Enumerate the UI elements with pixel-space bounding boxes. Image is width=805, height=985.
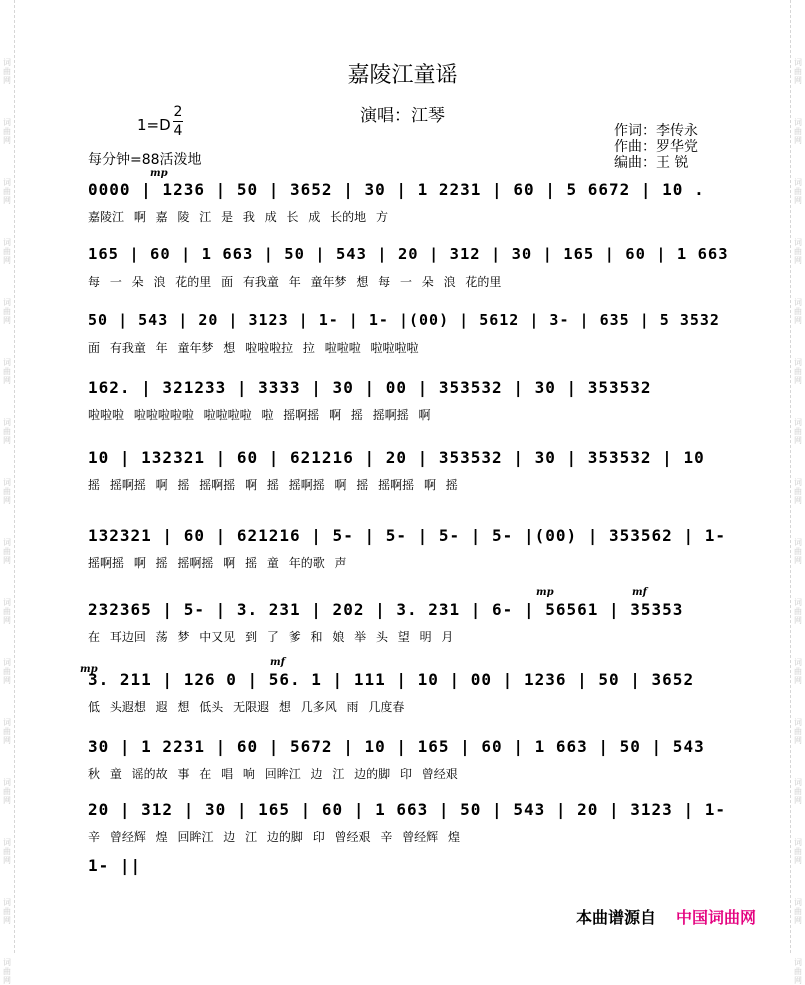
watermark-text: 词 曲 网	[794, 958, 802, 985]
watermark-text: 词 曲 网	[3, 718, 11, 745]
score-notes-line: 50 | 543 | 20 | 3123 | 1- | 1- |(00) | 5612 | 3- | 635 | 5 3532	[88, 311, 720, 329]
dynamic-marking: mp	[80, 664, 98, 675]
time-signature-bottom: 4	[173, 123, 183, 139]
watermark-text: 词 曲 网	[794, 118, 802, 145]
score-lyrics-line: 摇 摇啊摇 啊 摇 摇啊摇 啊 摇 摇啊摇 啊 摇 摇啊摇 啊 摇	[88, 478, 458, 492]
score-lyrics-line: 在 耳边回 荡 梦 中又见 到 了 爹 和 娘 举 头 望 明 月	[88, 630, 454, 644]
score-notes-line: 0000 | 1236 | 50 | 3652 | 30 | 1 2231 | 60 | 5 6672 | 10 .	[88, 180, 705, 199]
score-notes-line: 3. 211 | 126 0 | 56. 1 | 111 | 10 | 00 | 1236 | 50 | 3652	[88, 670, 695, 689]
score-lyrics-line: 啦啦啦 啦啦啦啦啦 啦啦啦啦 啦 摇啊摇 啊 摇 摇啊摇 啊	[88, 408, 431, 422]
watermark-text: 词 曲 网	[794, 58, 802, 85]
watermark-text: 词 曲 网	[3, 898, 11, 925]
footer-brand: 中国词曲网	[676, 908, 757, 927]
watermark-text: 词 曲 网	[3, 58, 11, 85]
watermark-text: 词 曲 网	[3, 658, 11, 685]
watermark-text: 词 曲 网	[3, 778, 11, 805]
score-lyrics-line: 面 有我童 年 童年梦 想 啦啦啦拉 拉 啦啦啦 啦啦啦啦	[88, 341, 419, 355]
score-notes-line: 20 | 312 | 30 | 165 | 60 | 1 663 | 50 | 543 | 20 | 3123 | 1-	[88, 800, 726, 819]
time-signature	[173, 104, 183, 139]
watermark-text: 词 曲 网	[3, 958, 11, 985]
footer	[576, 905, 756, 928]
score-notes-line: 1- ||	[88, 856, 142, 875]
watermark-text: 词 曲 网	[794, 538, 802, 565]
score-notes-line: 30 | 1 2231 | 60 | 5672 | 10 | 165 | 60 | 1 663 | 50 | 543	[88, 737, 705, 756]
watermark-text: 词 曲 网	[794, 838, 802, 865]
dynamic-marking: mp	[536, 587, 554, 598]
score-notes-line: 132321 | 60 | 621216 | 5- | 5- | 5- | 5- |(00) | 353562 | 1-	[88, 526, 726, 545]
watermark-text: 词 曲 网	[794, 238, 802, 265]
watermark-text: 词 曲 网	[794, 718, 802, 745]
watermark-text: 词 曲 网	[794, 298, 802, 325]
footer-source: 本曲谱源自	[576, 908, 657, 927]
left-watermark-strip	[0, 0, 15, 985]
watermark-text: 词 曲 网	[794, 658, 802, 685]
watermark-text: 词 曲 网	[794, 358, 802, 385]
score-lyrics-line: 辛 曾经辉 煌 回眸江 边 江 边的脚 印 曾经艰 辛 曾经辉 煌	[88, 830, 460, 844]
watermark-text: 词 曲 网	[3, 238, 11, 265]
tempo-marking: 每分钟=88活泼地	[88, 152, 202, 168]
right-watermark-strip	[790, 0, 805, 985]
watermark-text: 词 曲 网	[794, 418, 802, 445]
watermark-text: 词 曲 网	[3, 598, 11, 625]
watermark-text: 词 曲 网	[3, 298, 11, 325]
watermark-text: 词 曲 网	[3, 418, 11, 445]
watermark-text: 词 曲 网	[794, 178, 802, 205]
score-notes-line: 162. | 321233 | 3333 | 30 | 00 | 353532 | 30 | 353532	[88, 378, 652, 397]
singer-line: 演唱：江琴	[360, 106, 445, 126]
score-lyrics-line: 每 一 朵 浪 花的里 面 有我童 年 童年梦 想 每 一 朵 浪 花的里	[88, 275, 502, 289]
watermark-text: 词 曲 网	[794, 778, 802, 805]
score-lyrics-line: 秋 童 谣的故 事 在 唱 响 回眸江 边 江 边的脚 印 曾经艰	[88, 767, 458, 781]
watermark-text: 词 曲 网	[3, 178, 11, 205]
watermark-text: 词 曲 网	[794, 478, 802, 505]
watermark-text: 词 曲 网	[794, 598, 802, 625]
dynamic-marking: mp	[150, 168, 168, 179]
dynamic-marking: mf	[270, 657, 285, 668]
song-title: 嘉陵江童谣	[347, 63, 458, 88]
watermark-text: 词 曲 网	[3, 358, 11, 385]
credit-composer: 作曲：罗华党	[614, 139, 698, 155]
score-lyrics-line: 低 头遐想 遐 想 低头 无限遐 想 几多风 雨 几度春	[88, 700, 405, 714]
credit-lyricist: 作词：李传永	[614, 123, 698, 139]
score-notes-line: 165 | 60 | 1 663 | 50 | 543 | 20 | 312 | 30 | 165 | 60 | 1 663	[88, 245, 729, 263]
watermark-text: 词 曲 网	[3, 838, 11, 865]
credits	[614, 123, 698, 171]
watermark-text: 词 曲 网	[3, 478, 11, 505]
watermark-text: 词 曲 网	[3, 118, 11, 145]
dynamic-marking: mf	[632, 587, 647, 598]
credit-arranger: 编曲：王 锐	[614, 155, 689, 171]
score-lyrics-line: 嘉陵江 啊 嘉 陵 江 是 我 成 长 成 长的地 方	[88, 210, 388, 224]
watermark-text: 词 曲 网	[3, 538, 11, 565]
watermark-text: 词 曲 网	[794, 898, 802, 925]
time-signature-top: 2	[173, 104, 183, 120]
key-signature: 1=D	[137, 116, 171, 134]
score-lyrics-line: 摇啊摇 啊 摇 摇啊摇 啊 摇 童 年的歌 声	[88, 556, 347, 570]
score-notes-line: 232365 | 5- | 3. 231 | 202 | 3. 231 | 6- | 56561 | 35353	[88, 600, 684, 619]
score-notes-line: 10 | 132321 | 60 | 621216 | 20 | 353532 | 30 | 353532 | 10	[88, 448, 705, 467]
